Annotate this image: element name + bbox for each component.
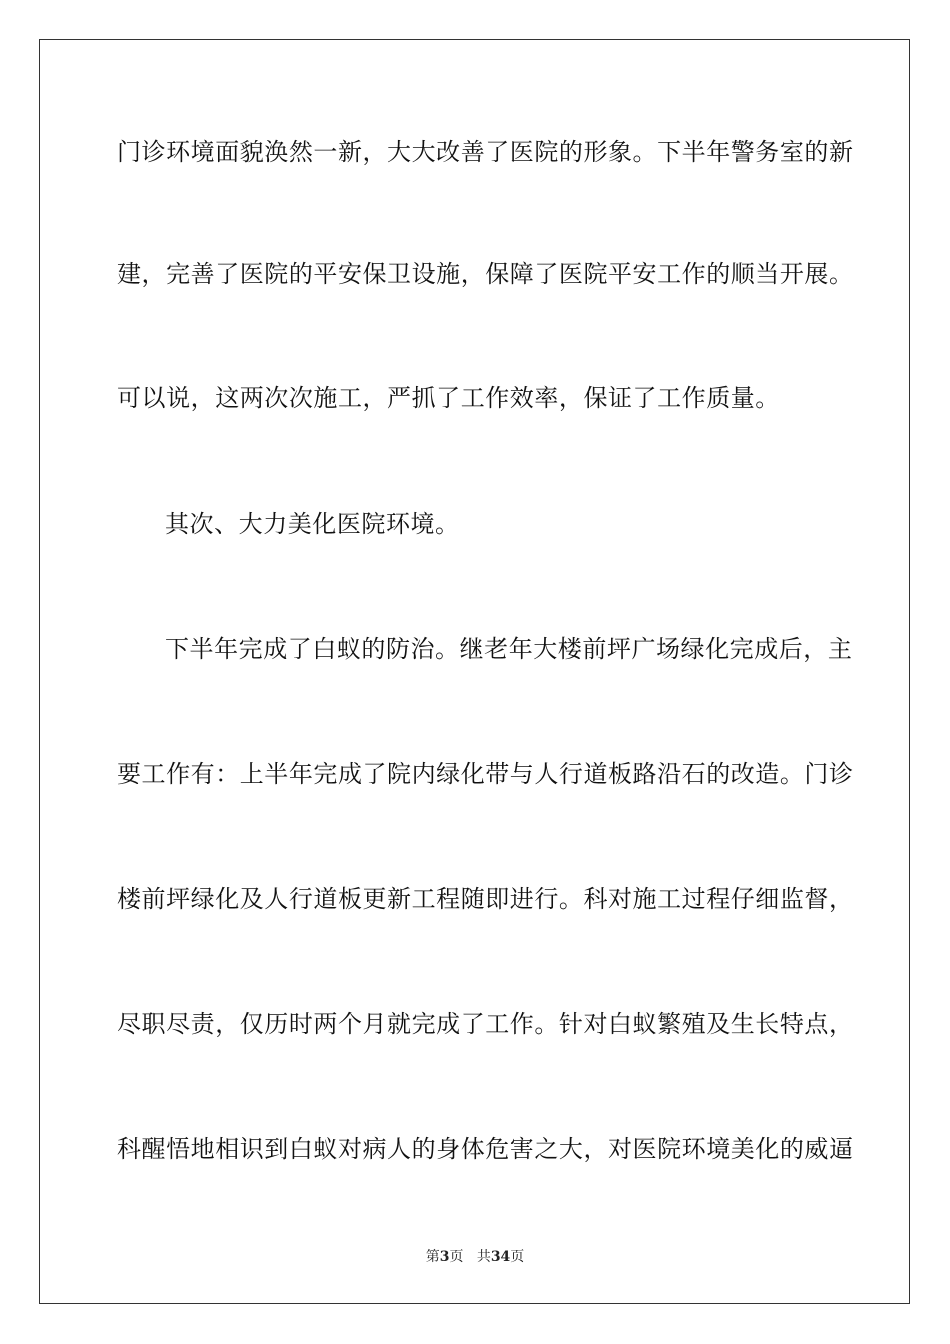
total-pages: 34 [490, 1249, 511, 1265]
page-footer [0, 1248, 950, 1266]
page-label-suffix: 页 [449, 1249, 464, 1265]
page-number: 3 [439, 1249, 450, 1265]
text-line-3: 可以说，这两次次施工，严抓了工作效率，保证了工作质量。 [117, 384, 780, 412]
text-line-2: 建，完善了医院的平安保卫设施，保障了医院平安工作的顺当开展。 [117, 260, 854, 288]
total-label-suffix: 页 [510, 1249, 525, 1265]
text-line-5: 下半年完成了白蚁的防治。继老年大楼前坪广场绿化完成后，主 [165, 635, 853, 663]
text-line-7: 楼前坪绿化及人行道板更新工程随即进行。科对施工过程仔细监督， [117, 885, 854, 913]
text-line-6: 要工作有：上半年完成了院内绿化带与人行道板路沿石的改造。门诊 [117, 760, 854, 788]
page-label-prefix: 第 [425, 1249, 440, 1265]
section-heading-line: 其次、大力美化医院环境。 [165, 510, 460, 538]
text-line-1: 门诊环境面貌涣然一新，大大改善了医院的形象。下半年警务室的新 [117, 138, 854, 166]
text-line-8: 尽职尽责，仅历时两个月就完成了工作。针对白蚁繁殖及生长特点， [117, 1010, 854, 1038]
page-border [39, 39, 910, 1304]
total-label-prefix: 共 [476, 1249, 491, 1265]
text-line-9: 科醒悟地相识到白蚁对病人的身体危害之大，对医院环境美化的威逼 [117, 1135, 854, 1163]
